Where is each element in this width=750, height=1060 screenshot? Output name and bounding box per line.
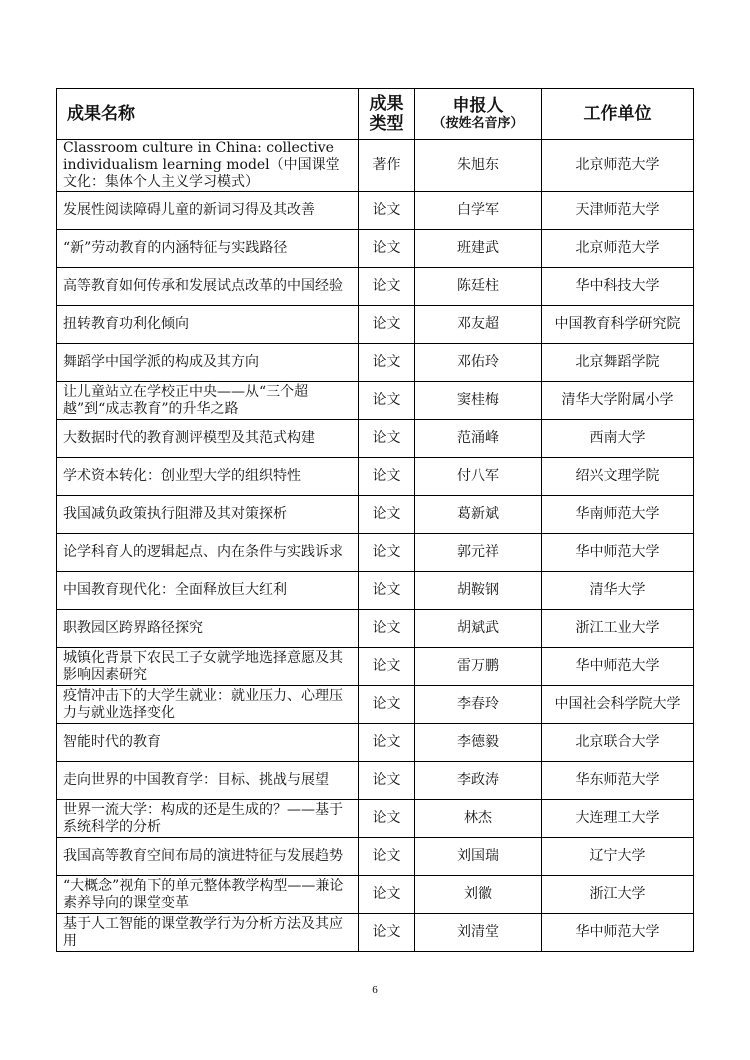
cell-type: 论文 [359,268,415,306]
cell-type: 论文 [359,648,415,686]
page-number: 6 [372,984,378,996]
cell-title: 舞蹈学中国学派的构成及其方向 [57,344,359,382]
cell-title: 扭转教育功利化倾向 [57,306,359,344]
cell-org: 中国社会科学院大学 [542,686,694,724]
cell-author: 林杰 [415,800,542,838]
cell-type: 论文 [359,382,415,420]
cell-author: 朱旭东 [415,140,542,192]
cell-title: 城镇化背景下农民工子女就学地选择意愿及其影响因素研究 [57,648,359,686]
cell-org: 辽宁大学 [542,838,694,876]
cell-type: 论文 [359,838,415,876]
cell-org: 北京舞蹈学院 [542,344,694,382]
table-header-row [57,89,694,140]
table-row [57,420,694,458]
cell-type: 论文 [359,800,415,838]
cell-type: 论文 [359,420,415,458]
table-row [57,534,694,572]
cell-org: 中国教育科学研究院 [542,306,694,344]
cell-author: 付八军 [415,458,542,496]
cell-org: 华中师范大学 [542,648,694,686]
cell-author: 李政涛 [415,762,542,800]
cell-title: “大概念”视角下的单元整体教学构型——兼论素养导向的课堂变革 [57,876,359,914]
cell-org: 绍兴文理学院 [542,458,694,496]
cell-author: 李春玲 [415,686,542,724]
cell-title: 基于人工智能的课堂教学行为分析方法及其应用 [57,914,359,952]
cell-title: 我国减负政策执行阻滞及其对策探析 [57,496,359,534]
cell-author: 陈廷柱 [415,268,542,306]
table-row [57,230,694,268]
cell-type: 著作 [359,140,415,192]
cell-author: 胡斌武 [415,610,542,648]
table-row [57,458,694,496]
cell-title: 学术资本转化：创业型大学的组织特性 [57,458,359,496]
header-type: 成果 类型 [359,89,415,140]
table-row [57,496,694,534]
cell-type: 论文 [359,192,415,230]
cell-author: 胡鞍钢 [415,572,542,610]
cell-org: 北京联合大学 [542,724,694,762]
cell-title: 疫情冲击下的大学生就业：就业压力、心理压力与就业选择变化 [57,686,359,724]
table-row [57,914,694,952]
table-row [57,762,694,800]
cell-title: 智能时代的教育 [57,724,359,762]
cell-author: 邓佑玲 [415,344,542,382]
cell-title: 走向世界的中国教育学：目标、挑战与展望 [57,762,359,800]
cell-org: 华东师范大学 [542,762,694,800]
table-row [57,686,694,724]
cell-org: 浙江大学 [542,876,694,914]
cell-title: 论学科育人的逻辑起点、内在条件与实践诉求 [57,534,359,572]
table-row [57,382,694,420]
table-row [57,648,694,686]
cell-type: 论文 [359,572,415,610]
cell-author: 刘清堂 [415,914,542,952]
cell-type: 论文 [359,496,415,534]
header-author: 申报人 （按姓名音序） [415,89,542,140]
cell-type: 论文 [359,762,415,800]
table-row [57,800,694,838]
cell-author: 郭元祥 [415,534,542,572]
cell-type: 论文 [359,534,415,572]
cell-org: 北京师范大学 [542,140,694,192]
table-row [57,140,694,192]
cell-author: 窦桂梅 [415,382,542,420]
cell-title: Classroom culture in China: collective individualism learning model（中国课堂文化：集体个人主义学习模式） [57,140,359,192]
cell-author: 白学军 [415,192,542,230]
table-row [57,724,694,762]
cell-title: 世界一流大学：构成的还是生成的？——基于系统科学的分析 [57,800,359,838]
cell-author: 雷万鹏 [415,648,542,686]
cell-author: 刘徽 [415,876,542,914]
cell-author: 李德毅 [415,724,542,762]
cell-title: “新”劳动教育的内涵特征与实践路径 [57,230,359,268]
cell-title: 我国高等教育空间布局的演进特征与发展趋势 [57,838,359,876]
awards-table [56,88,694,952]
cell-org: 华中师范大学 [542,534,694,572]
header-title: 成果名称 [57,89,359,140]
cell-type: 论文 [359,306,415,344]
cell-org: 华中师范大学 [542,914,694,952]
cell-org: 清华大学 [542,572,694,610]
table-row [57,268,694,306]
table-row [57,572,694,610]
cell-org: 浙江工业大学 [542,610,694,648]
cell-type: 论文 [359,458,415,496]
cell-org: 北京师范大学 [542,230,694,268]
cell-title: 职教园区跨界路径探究 [57,610,359,648]
cell-type: 论文 [359,724,415,762]
cell-type: 论文 [359,914,415,952]
cell-type: 论文 [359,876,415,914]
cell-author: 班建武 [415,230,542,268]
header-author-note: （按姓名音序） [432,116,524,131]
header-org: 工作单位 [542,89,694,140]
cell-type: 论文 [359,344,415,382]
cell-org: 清华大学附属小学 [542,382,694,420]
cell-org: 大连理工大学 [542,800,694,838]
table-row [57,306,694,344]
table-row [57,876,694,914]
awards-table-container [56,88,693,952]
cell-author: 葛新斌 [415,496,542,534]
cell-title: 大数据时代的教育测评模型及其范式构建 [57,420,359,458]
cell-author: 范涌峰 [415,420,542,458]
cell-type: 论文 [359,686,415,724]
cell-org: 华南师范大学 [542,496,694,534]
cell-org: 天津师范大学 [542,192,694,230]
table-body [57,140,694,952]
cell-type: 论文 [359,230,415,268]
cell-type: 论文 [359,610,415,648]
cell-title: 发展性阅读障碍儿童的新词习得及其改善 [57,192,359,230]
cell-author: 邓友超 [415,306,542,344]
cell-title: 让儿童站立在学校正中央——从“三个超越”到“成志教育”的升华之路 [57,382,359,420]
table-row [57,192,694,230]
cell-org: 华中科技大学 [542,268,694,306]
cell-title: 中国教育现代化：全面释放巨大红利 [57,572,359,610]
cell-author: 刘国瑞 [415,838,542,876]
cell-org: 西南大学 [542,420,694,458]
table-row [57,610,694,648]
cell-title: 高等教育如何传承和发展试点改革的中国经验 [57,268,359,306]
table-row [57,838,694,876]
table-row [57,344,694,382]
